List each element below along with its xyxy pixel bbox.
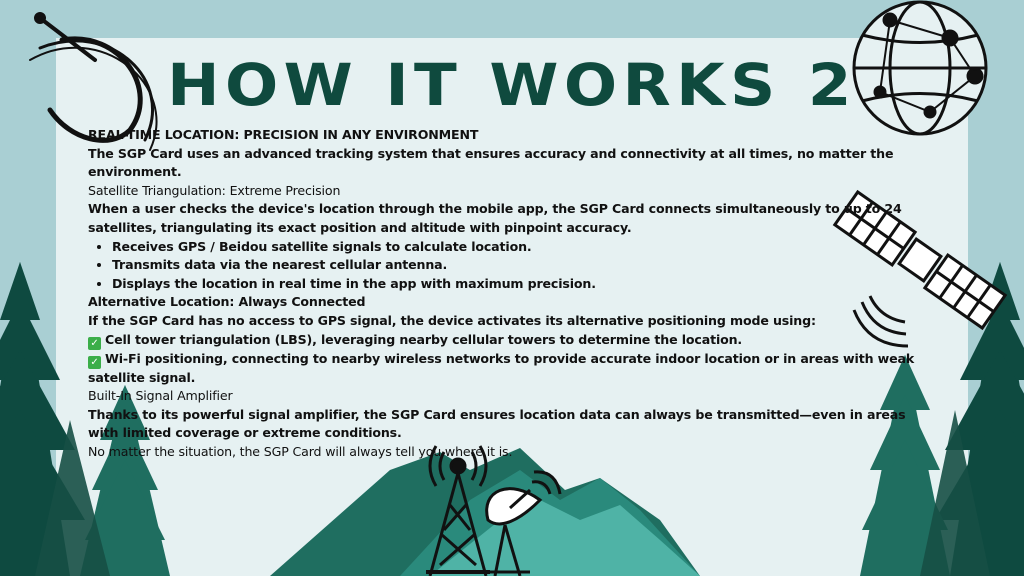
section3-title: Built-In Signal Amplifier	[88, 388, 233, 404]
page-title: HOW IT WORKS 2	[167, 51, 857, 119]
check-item-text: Wi-Fi positioning, connecting to nearby wireless networks to provide accurate indoor location or in areas with weak satellite signal.	[88, 350, 915, 385]
main-heading: REAL-TIME LOCATION: PRECISION IN ANY ENVIRONMENT	[88, 127, 479, 142]
section2-text: If the SGP Card has no access to GPS signal, the device activates its alternative positioning mode using:	[88, 312, 816, 328]
check-item	[88, 331, 938, 350]
list-item: • Displays the location in real time in the app with maximum precision.	[112, 275, 938, 294]
list-item: • Transmits data via the nearest cellular antenna.	[112, 256, 938, 275]
check-item	[88, 350, 938, 388]
checkmark-icon: ✓	[88, 337, 101, 350]
content-body	[88, 126, 938, 462]
intro-text: The SGP Card uses an advanced tracking system that ensures accuracy and connectivity at all times, no matter the environment.	[88, 145, 894, 180]
closing-text: No matter the situation, the SGP Card will always tell you where it is.	[88, 443, 513, 459]
section1-title: Satellite Triangulation: Extreme Precision	[88, 182, 341, 198]
section2-title: Alternative Location: Always Connected	[88, 294, 366, 310]
list-item: • Receives GPS / Beidou satellite signals to calculate location.	[112, 238, 938, 257]
bullet-list	[88, 238, 938, 294]
check-item-text: Cell tower triangulation (LBS), leveraging nearby cellular towers to determine the location.	[105, 331, 743, 347]
section1-text: When a user checks the device's location through the mobile app, the SGP Card connects simultaneously to up to 24 satellites, triangulating its exact position and altitude with pinpoint accuracy.	[88, 201, 902, 235]
section3-text: Thanks to its powerful signal amplifier, the SGP Card ensures location data can always be transmitted—even in areas with limited coverage or extreme conditions.	[88, 406, 906, 441]
checkmark-icon: ✓	[88, 356, 101, 369]
